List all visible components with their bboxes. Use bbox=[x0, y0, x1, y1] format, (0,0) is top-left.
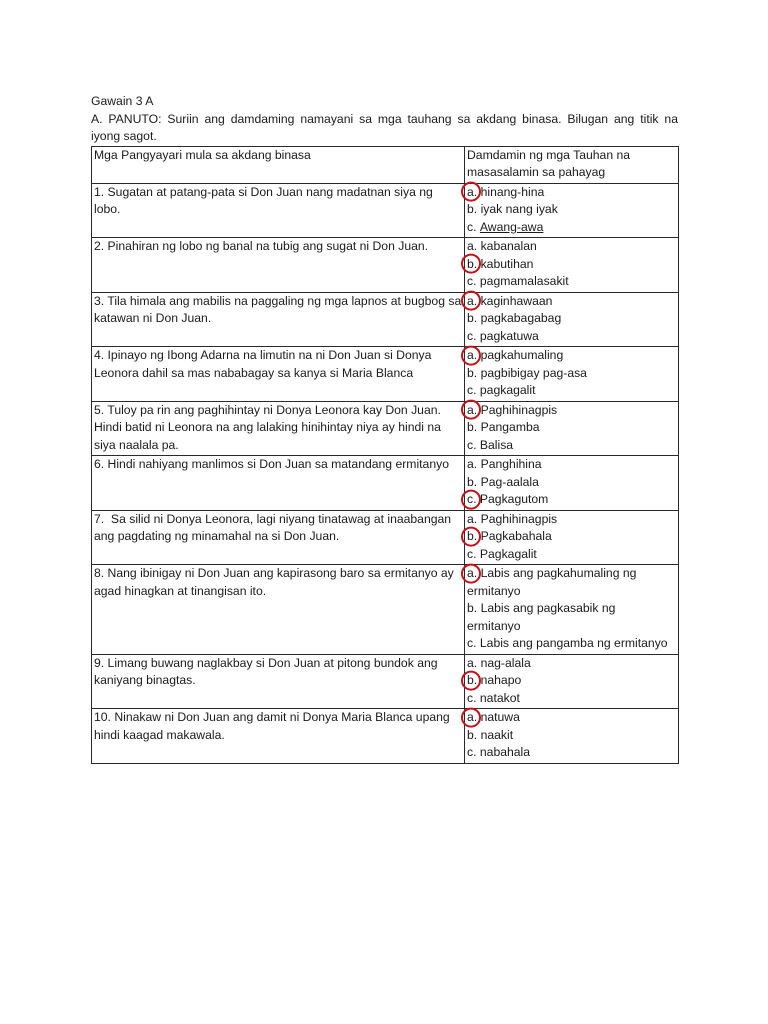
event-text-line: kaniyang binagtas. bbox=[94, 673, 196, 687]
table-row bbox=[92, 654, 679, 709]
choices-cell bbox=[465, 709, 679, 764]
choice-text: hinang-hina bbox=[480, 184, 545, 199]
choice-text: Labis ang pagkasabik ng bbox=[480, 601, 616, 615]
choice-letter: b. bbox=[467, 256, 478, 271]
choice-text: natuwa bbox=[480, 710, 520, 724]
choice-letter-wrap bbox=[467, 201, 477, 219]
choice-letter: c. bbox=[467, 383, 477, 397]
choice-letter-wrap bbox=[467, 219, 476, 237]
choice-line bbox=[467, 238, 676, 256]
choice-letter-wrap bbox=[467, 491, 476, 509]
choice-letter: c. bbox=[467, 745, 477, 759]
choice-text-continued: ermitanyo bbox=[467, 583, 521, 598]
choice-text-continued: ermitanyo bbox=[467, 618, 521, 633]
event-text-line: 4. Ipinayo ng Ibong Adarna na limutin na ni Don Juan si Donya bbox=[94, 348, 432, 362]
event-text-line: katawan ni Don Juan. bbox=[94, 311, 212, 325]
choice-line bbox=[467, 690, 676, 708]
choice-text: nabahala bbox=[479, 745, 531, 759]
choice-line bbox=[467, 293, 676, 311]
choice-letter-wrap bbox=[467, 511, 477, 529]
choice-text: Pagkagalit bbox=[479, 546, 537, 561]
choice-letter: c. bbox=[467, 274, 477, 288]
choice-letter-wrap bbox=[467, 565, 477, 583]
choice-line bbox=[467, 565, 676, 583]
table-header bbox=[92, 146, 679, 183]
header-row bbox=[92, 146, 679, 183]
choice-text: Paghihinagpis bbox=[480, 511, 558, 526]
header-emotions-label: Damdamin ng mga Tauhan na bbox=[467, 147, 631, 162]
choice-line bbox=[467, 273, 676, 291]
choice-letter-wrap bbox=[467, 328, 476, 346]
table-row bbox=[92, 565, 679, 655]
event-text-line: 3. Tila himala ang mabilis na paggaling ng mga lapnos at bugbog sa bbox=[94, 293, 462, 308]
choice-letter-wrap bbox=[467, 600, 477, 618]
choice-line bbox=[467, 219, 676, 237]
table-row bbox=[92, 292, 679, 347]
event-text-line: ang pagdating ng minamahal na si Don Juan. bbox=[94, 529, 340, 543]
choice-letter: c. bbox=[467, 492, 477, 506]
choice-letter-wrap bbox=[467, 184, 477, 202]
choice-text: pagbibigay pag-asa bbox=[480, 365, 587, 380]
choice-line bbox=[467, 727, 676, 745]
choice-line bbox=[467, 419, 676, 437]
choice-letter-wrap bbox=[467, 709, 477, 727]
event-text-line: 8. Nang ibinigay ni Don Juan ang kapirasong baro sa ermitanyo ay bbox=[94, 566, 454, 580]
choices-cell bbox=[465, 401, 679, 456]
choice-letter: b. bbox=[467, 311, 478, 325]
choice-letter-wrap bbox=[467, 655, 477, 673]
choice-text: Paghihinagpis bbox=[480, 402, 558, 417]
choice-letter-wrap bbox=[467, 402, 477, 420]
choice-letter: a. bbox=[467, 402, 478, 417]
choices-cell bbox=[465, 238, 679, 293]
worksheet-sheet bbox=[91, 93, 678, 764]
table-row bbox=[92, 709, 679, 764]
choice-line bbox=[467, 546, 676, 564]
choice-text: Pangamba bbox=[480, 420, 540, 434]
choice-text: pagmamalasakit bbox=[479, 274, 569, 288]
choice-letter: a. bbox=[467, 710, 478, 724]
choice-letter: c. bbox=[467, 219, 477, 234]
choice-text: iyak nang iyak bbox=[480, 202, 558, 216]
event-text-line: siya naalala pa. bbox=[94, 437, 179, 452]
choice-text: kabutihan bbox=[480, 256, 534, 271]
event-text-line: Leonora dahil sa mas nababagay sa kanya si Maria Blanca bbox=[94, 365, 414, 380]
event-text-line: 5. Tuloy pa rin ang paghihintay ni Donya Leonora kay Don Juan. bbox=[94, 402, 441, 417]
choice-letter: b. bbox=[467, 202, 478, 216]
event-text-line: 6. Hindi nahiyang manlimos si Don Juan sa matandang ermitanyo bbox=[94, 457, 449, 471]
choice-line bbox=[467, 491, 676, 509]
event-text-line: Hindi batid ni Leonora na ang lalaking hinihintay niya ay hindi na bbox=[94, 420, 441, 434]
event-cell bbox=[92, 654, 465, 709]
instructions-line: iyong sagot. bbox=[91, 129, 157, 143]
choice-text: pagkagalit bbox=[479, 383, 536, 397]
choices-cell bbox=[465, 183, 679, 238]
choice-text: Awang-awa bbox=[479, 219, 544, 234]
event-text-line: lobo. bbox=[94, 202, 121, 216]
choice-line bbox=[467, 672, 676, 690]
choice-line bbox=[467, 600, 676, 618]
table-row bbox=[92, 238, 679, 293]
choice-line bbox=[467, 528, 676, 546]
choice-letter-wrap bbox=[467, 293, 477, 311]
choice-line bbox=[467, 635, 676, 653]
choice-text: naakit bbox=[480, 727, 514, 742]
event-cell bbox=[92, 456, 465, 511]
choice-letter: b. bbox=[467, 601, 478, 615]
choices-cell bbox=[465, 565, 679, 655]
event-text-line: 1. Sugatan at patang-pata si Don Juan nang madatnan siya ng bbox=[94, 184, 433, 199]
choice-line bbox=[467, 310, 676, 328]
choice-letter: a. bbox=[467, 511, 478, 526]
choice-line bbox=[467, 365, 676, 383]
choice-text: natakot bbox=[479, 690, 520, 705]
choice-text: Pagkagutom bbox=[479, 492, 549, 506]
choice-letter-wrap bbox=[467, 456, 477, 474]
header-events-label: Mga Pangyayari mula sa akdang binasa bbox=[94, 147, 311, 162]
instructions bbox=[91, 111, 678, 146]
choice-line bbox=[467, 655, 676, 673]
choice-letter-wrap bbox=[467, 365, 477, 383]
choice-letter-wrap bbox=[467, 672, 477, 690]
choice-line bbox=[467, 437, 676, 455]
event-cell bbox=[92, 510, 465, 565]
choice-letter: c. bbox=[467, 328, 477, 343]
choice-letter: c. bbox=[467, 546, 477, 561]
choice-letter-wrap bbox=[467, 419, 477, 437]
choice-letter: b. bbox=[467, 474, 478, 489]
table-row bbox=[92, 510, 679, 565]
worksheet-table bbox=[91, 146, 679, 764]
choice-line bbox=[467, 474, 676, 492]
choice-letter-wrap bbox=[467, 727, 477, 745]
event-cell bbox=[92, 709, 465, 764]
choice-letter-wrap bbox=[467, 382, 476, 400]
choices-cell bbox=[465, 347, 679, 402]
header-emotions-label: masasalamin sa pahayag bbox=[467, 165, 606, 179]
choice-letter: a. bbox=[467, 239, 478, 253]
choice-letter-wrap bbox=[467, 437, 476, 455]
choice-letter-wrap bbox=[467, 273, 476, 291]
table-row bbox=[92, 183, 679, 238]
choice-text: Panghihina bbox=[480, 457, 542, 471]
event-text-line: agad hinagkan at tinangisan ito. bbox=[94, 583, 267, 598]
choice-line bbox=[467, 201, 676, 219]
choice-letter: b. bbox=[467, 365, 478, 380]
choice-letter: a. bbox=[467, 184, 478, 199]
choice-letter: a. bbox=[467, 348, 478, 362]
event-cell bbox=[92, 238, 465, 293]
choice-letter-wrap bbox=[467, 546, 476, 564]
event-text-line: 7. Sa silid ni Donya Leonora, lagi niyang tinatawag at inaabangan bbox=[94, 511, 452, 526]
choice-letter: b. bbox=[467, 727, 478, 742]
choices-cell bbox=[465, 292, 679, 347]
table-row bbox=[92, 347, 679, 402]
header-events-cell bbox=[92, 146, 465, 183]
worksheet-table-body bbox=[92, 183, 679, 763]
choice-letter: a. bbox=[467, 566, 478, 580]
choice-text: Pagkabahala bbox=[480, 529, 552, 543]
choice-text: nahapo bbox=[480, 673, 522, 687]
choice-line bbox=[467, 511, 676, 529]
choice-letter-wrap bbox=[467, 310, 477, 328]
choice-line bbox=[467, 618, 676, 636]
choice-text: Pag-aalala bbox=[480, 474, 539, 489]
event-cell bbox=[92, 347, 465, 402]
choice-letter: b. bbox=[467, 529, 478, 543]
instructions-line: A. PANUTO: Suriin ang damdaming namayani sa mga tauhang sa akdang binasa. Bilugan ang titik na bbox=[91, 111, 678, 126]
choice-line bbox=[467, 402, 676, 420]
choice-line bbox=[467, 744, 676, 762]
event-text-line: hindi kaagad makawala. bbox=[94, 727, 225, 742]
choice-letter: b. bbox=[467, 673, 478, 687]
choice-letter-wrap bbox=[467, 635, 476, 653]
event-cell bbox=[92, 183, 465, 238]
choice-letter-wrap bbox=[467, 238, 477, 256]
choice-letter: c. bbox=[467, 437, 477, 452]
choice-text: pagkabagabag bbox=[480, 311, 562, 325]
choice-letter: a. bbox=[467, 655, 478, 670]
choice-line bbox=[467, 709, 676, 727]
choice-line bbox=[467, 256, 676, 274]
choice-line bbox=[467, 382, 676, 400]
event-cell bbox=[92, 565, 465, 655]
choice-line bbox=[467, 347, 676, 365]
choice-letter-wrap bbox=[467, 474, 477, 492]
choices-cell bbox=[465, 654, 679, 709]
choice-text: kaginhawaan bbox=[480, 293, 553, 308]
choice-letter-wrap bbox=[467, 744, 476, 762]
choice-text: Labis ang pagkahumaling ng bbox=[480, 566, 637, 580]
event-text-line: 10. Ninakaw ni Don Juan ang damit ni Donya Maria Blanca upang bbox=[94, 710, 450, 724]
choice-letter-wrap bbox=[467, 347, 477, 365]
table-row bbox=[92, 456, 679, 511]
choices-cell bbox=[465, 510, 679, 565]
event-cell bbox=[92, 292, 465, 347]
choice-letter-wrap bbox=[467, 256, 477, 274]
choice-letter: c. bbox=[467, 690, 477, 705]
event-text-line: 9. Limang buwang naglakbay si Don Juan at pitong bundok ang bbox=[94, 655, 438, 670]
choice-text: pagkatuwa bbox=[479, 328, 539, 343]
event-text-line: 2. Pinahiran ng lobo ng banal na tubig ang sugat ni Don Juan. bbox=[94, 239, 429, 253]
choice-text: pagkahumaling bbox=[480, 348, 564, 362]
choice-line bbox=[467, 184, 676, 202]
choice-line bbox=[467, 583, 676, 601]
event-cell bbox=[92, 401, 465, 456]
choice-text: Labis ang pangamba ng ermitanyo bbox=[479, 636, 668, 650]
choice-letter: b. bbox=[467, 420, 478, 434]
choice-letter-wrap bbox=[467, 528, 477, 546]
choices-cell bbox=[465, 456, 679, 511]
choice-letter: a. bbox=[467, 293, 478, 308]
worksheet-title: Gawain 3 A bbox=[91, 94, 154, 108]
choice-text: kabanalan bbox=[480, 239, 537, 253]
choice-line bbox=[467, 456, 676, 474]
choice-line bbox=[467, 328, 676, 346]
table-row bbox=[92, 401, 679, 456]
choice-text: nag-alala bbox=[480, 655, 531, 670]
header-emotions-cell bbox=[465, 146, 679, 183]
choice-letter-wrap bbox=[467, 690, 476, 708]
choice-letter: a. bbox=[467, 457, 478, 471]
choice-letter: c. bbox=[467, 636, 477, 650]
choice-text: Balisa bbox=[479, 437, 514, 452]
